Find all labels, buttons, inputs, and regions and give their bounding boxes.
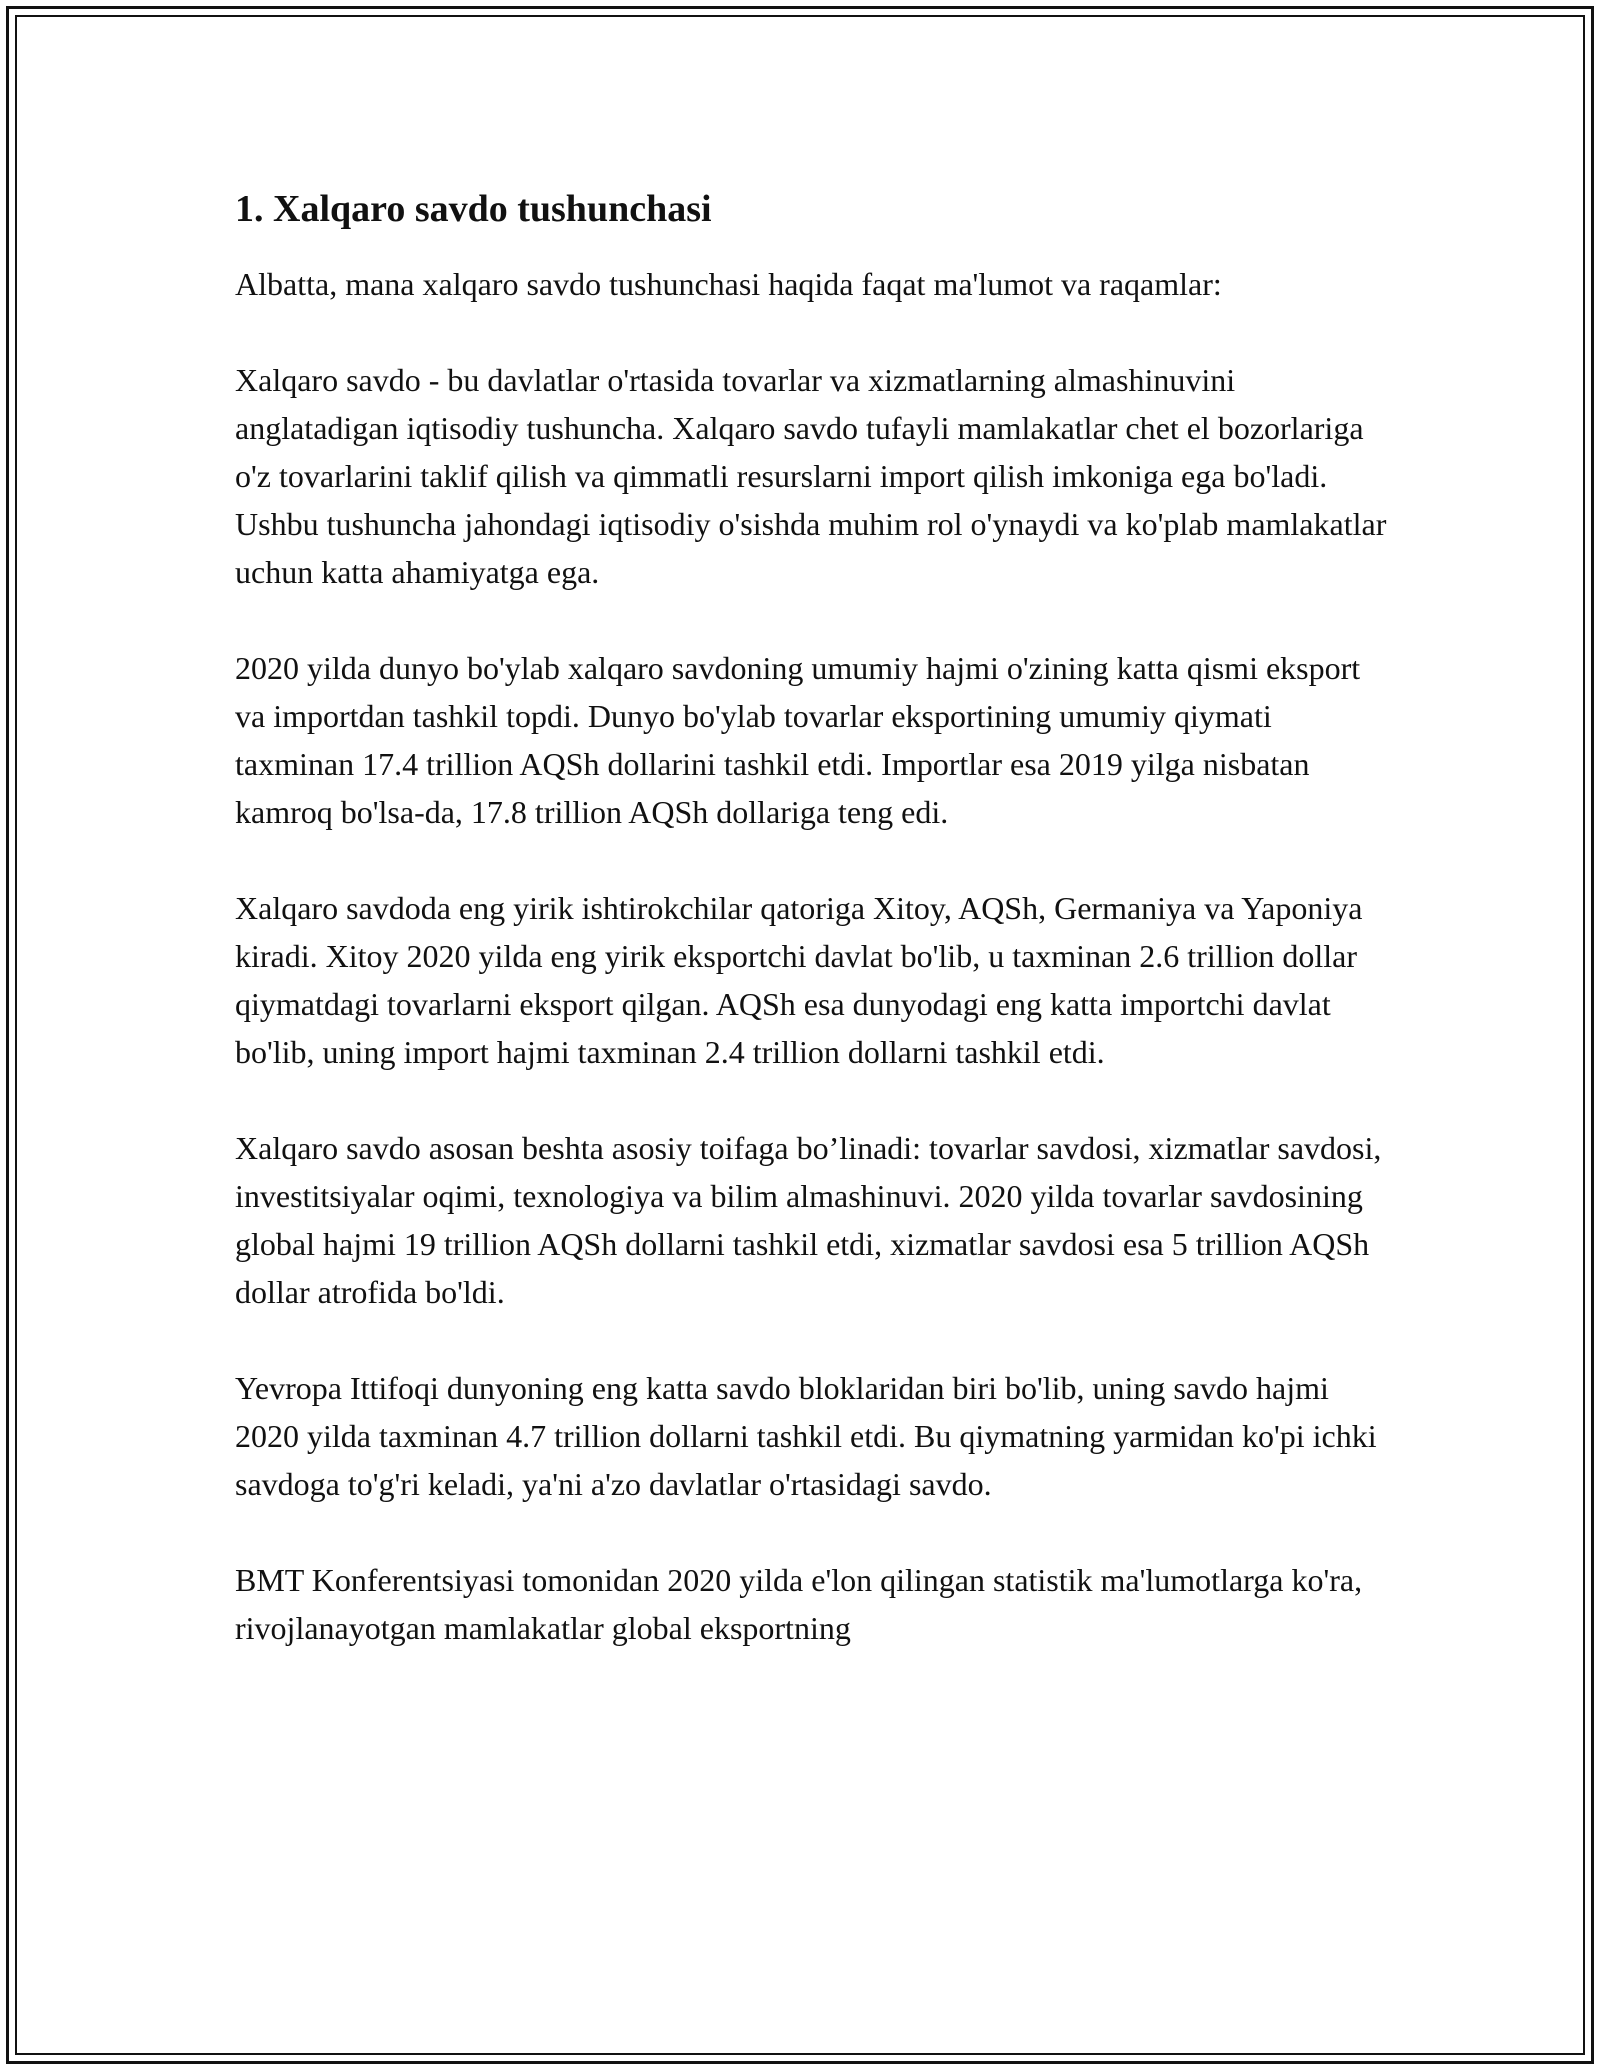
paragraph-major-participants: Xalqaro savdoda eng yirik ishtirokchilar qatoriga Xitoy, AQSh, Germaniya va Yaponiya kiradi. Xitoy 2020 yilda eng yirik eksportchi davlat bo'lib, u taxminan 2.6 trillion dollar qiymatdagi tovarlarni eksport qilgan. AQSh esa dunyodagi eng katta importchi davlat bo'lib, uning import hajmi taxminan 2.4 trillion dollarni tashkil etdi. bbox=[235, 890, 1363, 1071]
paragraph-european-union: Yevropa Ittifoqi dunyoning eng katta savdo bloklaridan biri bo'lib, uning savdo hajmi 2020 yilda taxminan 4.7 trillion dollarni tashkil etdi. Bu qiymatning yarmidan ko'pi ichki savdoga to'g'ri keladi, ya'ni a'zo davlatlar o'rtasidagi savdo. bbox=[235, 1370, 1377, 1503]
document-body bbox=[235, 185, 1395, 1700]
paragraph-intro: Albatta, mana xalqaro savdo tushunchasi haqida faqat ma'lumot va raqamlar: bbox=[235, 266, 1222, 303]
section-title: 1. Xalqaro savdo tushunchasi bbox=[235, 188, 712, 230]
paragraph-definition: Xalqaro savdo - bu davlatlar o'rtasida tovarlar va xizmatlarning almashinuvini anglatadigan iqtisodiy tushuncha. Xalqaro savdo tufayli mamlakatlar chet el bozorlariga o'z tovarlarini taklif qilish va qimmatli resurslarni import qilish imkoniga ega bo'ladi. Ushbu tushuncha jahondagi iqtisodiy o'sishda muhim rol o'ynaydi va ko'plab mamlakatlar uchun katta ahamiyatga ega. bbox=[235, 362, 1387, 591]
paragraph-un-conference: BMT Konferentsiyasi tomonidan 2020 yilda e'lon qilingan statistik ma'lumotlarga ko'ra, rivojlanayotgan mamlakatlar global eksportning bbox=[235, 1562, 1363, 1647]
paragraph-2020-volume: 2020 yilda dunyo bo'ylab xalqaro savdoning umumiy hajmi o'zining katta qismi eksport va importdan tashkil topdi. Dunyo bo'ylab tovarlar eksportining umumiy qiymati taxminan 17.4 trillion AQSh dollarini tashkil etdi. Importlar esa 2019 yilga nisbatan kamroq bo'lsa-da, 17.8 trillion AQSh dollariga teng edi. bbox=[235, 650, 1361, 831]
paragraph-categories: Xalqaro savdo asosan beshta asosiy toifaga bo’linadi: tovarlar savdosi, xizmatlar savdosi, investitsiyalar oqimi, texnologiya va bilim almashinuvi. 2020 yilda tovarlar savdosining global hajmi 19 trillion AQSh dollarni tashkil etdi, xizmatlar savdosi esa 5 trillion AQSh dollar atrofida bo'ldi. bbox=[235, 1130, 1382, 1311]
